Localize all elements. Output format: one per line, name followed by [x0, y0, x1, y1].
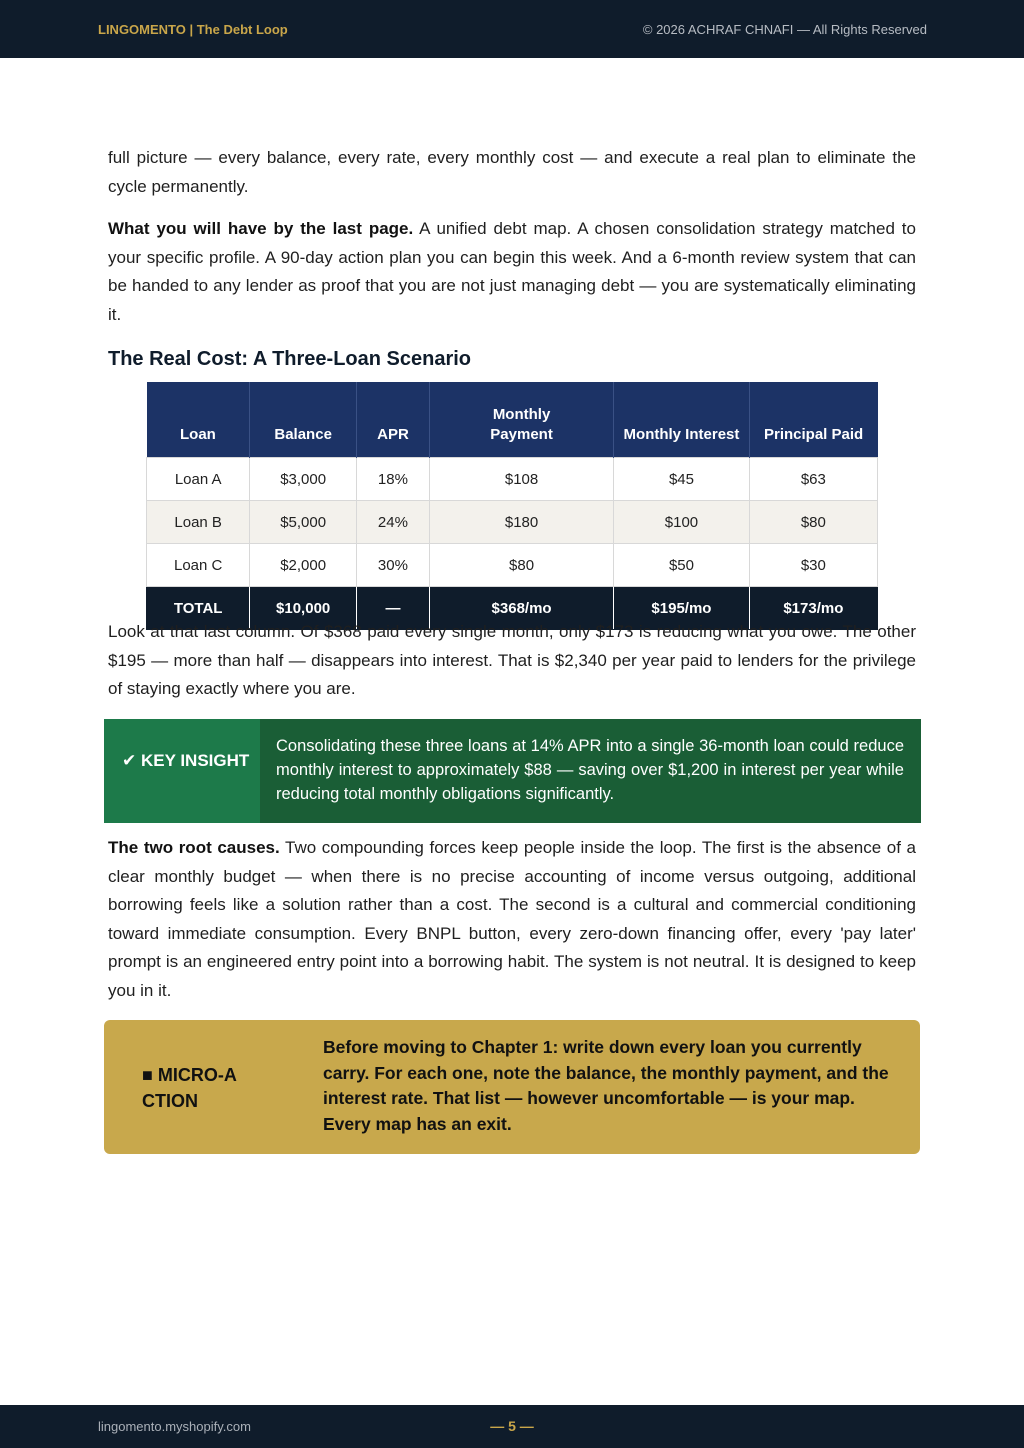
loan-table	[146, 382, 878, 630]
table-cell: $45	[614, 458, 750, 501]
micro-action-text: Before moving to Chapter 1: write down every loan you currently carry. For each one, note the balance, the monthly payment, and the interest rate. That list — however uncomfortable — is your map. Every map has an exit.	[323, 1037, 889, 1134]
table-row	[147, 501, 878, 544]
intro-paragraph: full picture — every balance, every rate, every monthly cost — and execute a real plan to eliminate the cycle permanently.	[108, 148, 916, 196]
header-copyright: © 2026 ACHRAF CHNAFI — All Rights Reserved	[642, 21, 927, 37]
table-cell: 30%	[356, 544, 429, 587]
column-header-balance: Balance	[250, 382, 357, 458]
footer-page-number: — 5 —	[490, 1418, 534, 1434]
key-insight-text: Consolidating these three loans at 14% APR into a single 36-month loan could reduce monthly interest to approximately $88 — saving over $1,200 in interest per year while reducing total monthly obligations significantly.	[260, 719, 921, 823]
page-header	[0, 0, 1024, 58]
table-cell: $80	[429, 544, 613, 587]
total-cell: —	[356, 587, 429, 630]
table-row	[147, 544, 878, 587]
table-cell: Loan B	[147, 501, 250, 544]
what-you-will-have-text: A unified debt map. A chosen consolidation strategy matched to your specific profile. A 90-day action plan you can begin this week. And a 6-month review system that can be handed to any lender as proof that you are not just managing debt — you are systematically eliminating it.	[108, 219, 916, 324]
table-cell: $108	[429, 458, 613, 501]
table-row	[147, 458, 878, 501]
after-table-block	[108, 618, 916, 704]
column-header-apr: APR	[356, 382, 429, 458]
table-cell: $180	[429, 501, 613, 544]
table-cell: 18%	[356, 458, 429, 501]
micro-action-label	[142, 1062, 292, 1114]
key-insight-callout	[104, 719, 921, 823]
micro-action-label-line2: CTION	[142, 1091, 198, 1111]
page-footer	[0, 1405, 1024, 1448]
table-cell: Loan C	[147, 544, 250, 587]
table-cell: Loan A	[147, 458, 250, 501]
table-cell: $2,000	[250, 544, 357, 587]
column-header-principal-paid: Principal Paid	[749, 382, 877, 458]
table-cell: $80	[749, 501, 877, 544]
root-causes-paragraph	[108, 834, 916, 1005]
table-header-row	[147, 382, 878, 458]
after-table-paragraph: Look at that last column. Of $368 paid every single month, only $173 is reducing what you owe. The other $195 — more than half — disappears into interest. That is $2,340 per year paid to lenders for the privilege of staying exactly where you are.	[108, 622, 916, 698]
total-cell: $173/mo	[749, 587, 877, 630]
footer-site: lingomento.myshopify.com	[98, 1419, 251, 1434]
table-cell: $30	[749, 544, 877, 587]
column-header-monthly-interest: Monthly Interest	[614, 382, 750, 458]
intro-block	[108, 144, 916, 201]
table-cell: $100	[614, 501, 750, 544]
root-causes-lead: The two root causes.	[108, 838, 280, 857]
root-causes-text: Two compounding forces keep people inside the loop. The first is the absence of a clear monthly budget — when there is no precise accounting of income versus outgoing, additional borrowing feels like a solution rather than a cost. The second is a cultural and commercial conditioning toward immediate consumption. Every BNPL button, every zero-down financing offer, every 'pay later' prompt is an engineered entry point into a borrowing habit. The system is not neutral. It is designed to keep you in it.	[108, 838, 916, 1000]
table-cell: $3,000	[250, 458, 357, 501]
key-insight-label: ✔ KEY INSIGHT	[104, 719, 260, 823]
column-header-monthly-payment: Monthly Payment	[429, 382, 613, 458]
what-you-will-have-paragraph	[108, 215, 916, 329]
root-causes-block	[108, 834, 916, 1005]
column-header-loan: Loan	[147, 382, 250, 458]
total-cell: $10,000	[250, 587, 357, 630]
section-heading: The Real Cost: A Three-Loan Scenario	[108, 348, 472, 370]
total-cell: $195/mo	[614, 587, 750, 630]
what-you-will-have-block	[108, 215, 916, 329]
micro-action-label-line1: ■ MICRO-A	[142, 1065, 237, 1085]
micro-action-callout	[104, 1020, 920, 1154]
table-cell: $50	[614, 544, 750, 587]
total-cell: $368/mo	[429, 587, 613, 630]
what-you-will-have-lead: What you will have by the last page.	[108, 219, 414, 238]
table-cell: $5,000	[250, 501, 357, 544]
header-brand: LINGOMENTO | The Debt Loop	[98, 21, 288, 37]
total-cell: TOTAL	[147, 587, 250, 630]
table-cell: $63	[749, 458, 877, 501]
table-cell: 24%	[356, 501, 429, 544]
